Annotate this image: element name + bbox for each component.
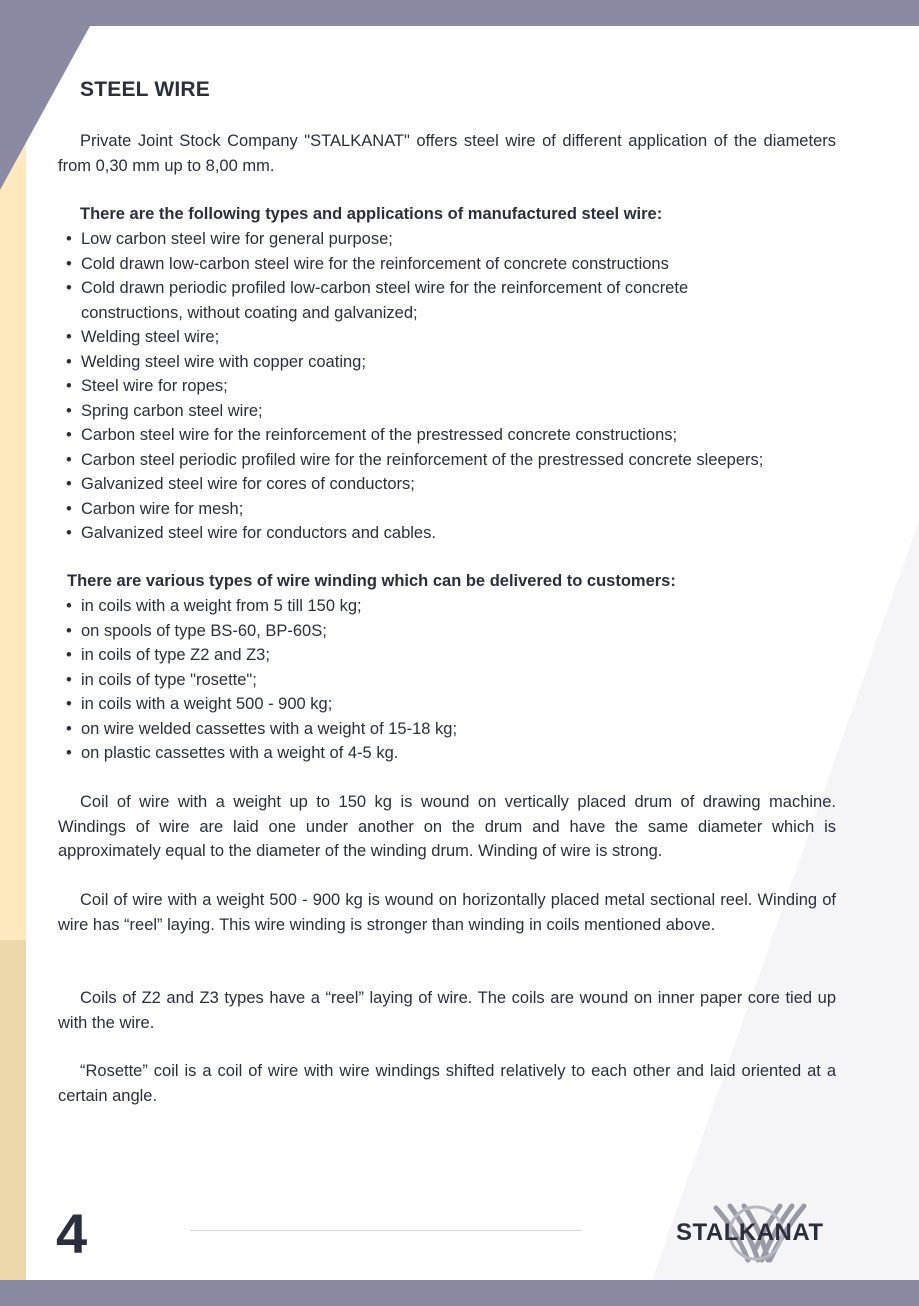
- top-band: [0, 0, 919, 26]
- list-item: • Carbon steel wire for the reinforcement of the prestressed concrete constructions;: [66, 423, 836, 448]
- paragraph-rosette-coil: “Rosette” coil is a coil of wire with wire windings shifted relatively to each other and laid oriented at a certain angle.: [58, 1062, 836, 1105]
- list-item: • Cold drawn periodic profiled low-carbon steel wire for the reinforcement of concrete constructions, without coating and galvanized;: [66, 276, 836, 325]
- list-item: • on wire welded cassettes with a weight of 15-18 kg;: [66, 717, 836, 742]
- list-item: • in coils with a weight from 5 till 150 kg;: [66, 594, 836, 619]
- paragraph-reel-coil: Coil of wire with a weight 500 - 900 kg is wound on horizontally placed metal sectional reel. Winding of wire has “reel” laying. This wire winding is stronger than winding in coils mentioned above.: [58, 891, 836, 934]
- types-heading: There are the following types and applications of manufactured steel wire:: [80, 205, 663, 223]
- bottom-band: [0, 1280, 919, 1306]
- paragraph-z2-z3-coils: Coils of Z2 and Z3 types have a “reel” laying of wire. The coils are wound on inner paper core tied up with the wire.: [58, 989, 836, 1032]
- list-item: • in coils of type Z2 and Z3;: [66, 643, 836, 668]
- page-title: STEEL WIRE: [80, 78, 210, 101]
- list-item: • Carbon steel periodic profiled wire for the reinforcement of the prestressed concrete sleepers;: [66, 448, 836, 473]
- list-item: • in coils with a weight 500 - 900 kg;: [66, 692, 836, 717]
- winding-heading: There are various types of wire winding which can be delivered to customers:: [67, 572, 676, 590]
- list-item: • on plastic cassettes with a weight of 4-5 kg.: [66, 741, 836, 766]
- left-tan-band: [0, 940, 26, 1280]
- list-item: • Steel wire for ropes;: [66, 374, 836, 399]
- list-item: • Carbon wire for mesh;: [66, 497, 836, 522]
- list-item: • on spools of type BS-60, BP-60S;: [66, 619, 836, 644]
- list-item: • Spring carbon steel wire;: [66, 399, 836, 424]
- page-number: 4: [56, 1202, 88, 1265]
- list-item: • Low carbon steel wire for general purpose;: [66, 227, 836, 252]
- list-item: • Galvanized steel wire for conductors and cables.: [66, 521, 836, 546]
- list-item: • Cold drawn low-carbon steel wire for the reinforcement of concrete constructions: [66, 252, 836, 277]
- list-item: • Galvanized steel wire for cores of conductors;: [66, 472, 836, 497]
- list-item: • Welding steel wire;: [66, 325, 836, 350]
- footer-divider: [190, 1230, 582, 1231]
- paragraph-drum-coil: Coil of wire with a weight up to 150 kg is wound on vertically placed drum of drawing machine. Windings of wire are laid one under another on the drum and have the same diameter which is approximately equal to the diameter of the winding drum. Winding of wire is strong.: [58, 793, 836, 860]
- list-item: • Welding steel wire with copper coating;: [66, 350, 836, 375]
- intro-paragraph: Private Joint Stock Company "STALKANAT" offers steel wire of different application of the diameters from 0,30 mm up to 8,00 mm.: [58, 132, 836, 175]
- types-list: [66, 227, 836, 546]
- list-item: • in coils of type "rosette";: [66, 668, 836, 693]
- logo-text: STALKANAT: [676, 1219, 824, 1246]
- winding-list: [66, 594, 836, 766]
- stalkanat-logo: [668, 1200, 838, 1266]
